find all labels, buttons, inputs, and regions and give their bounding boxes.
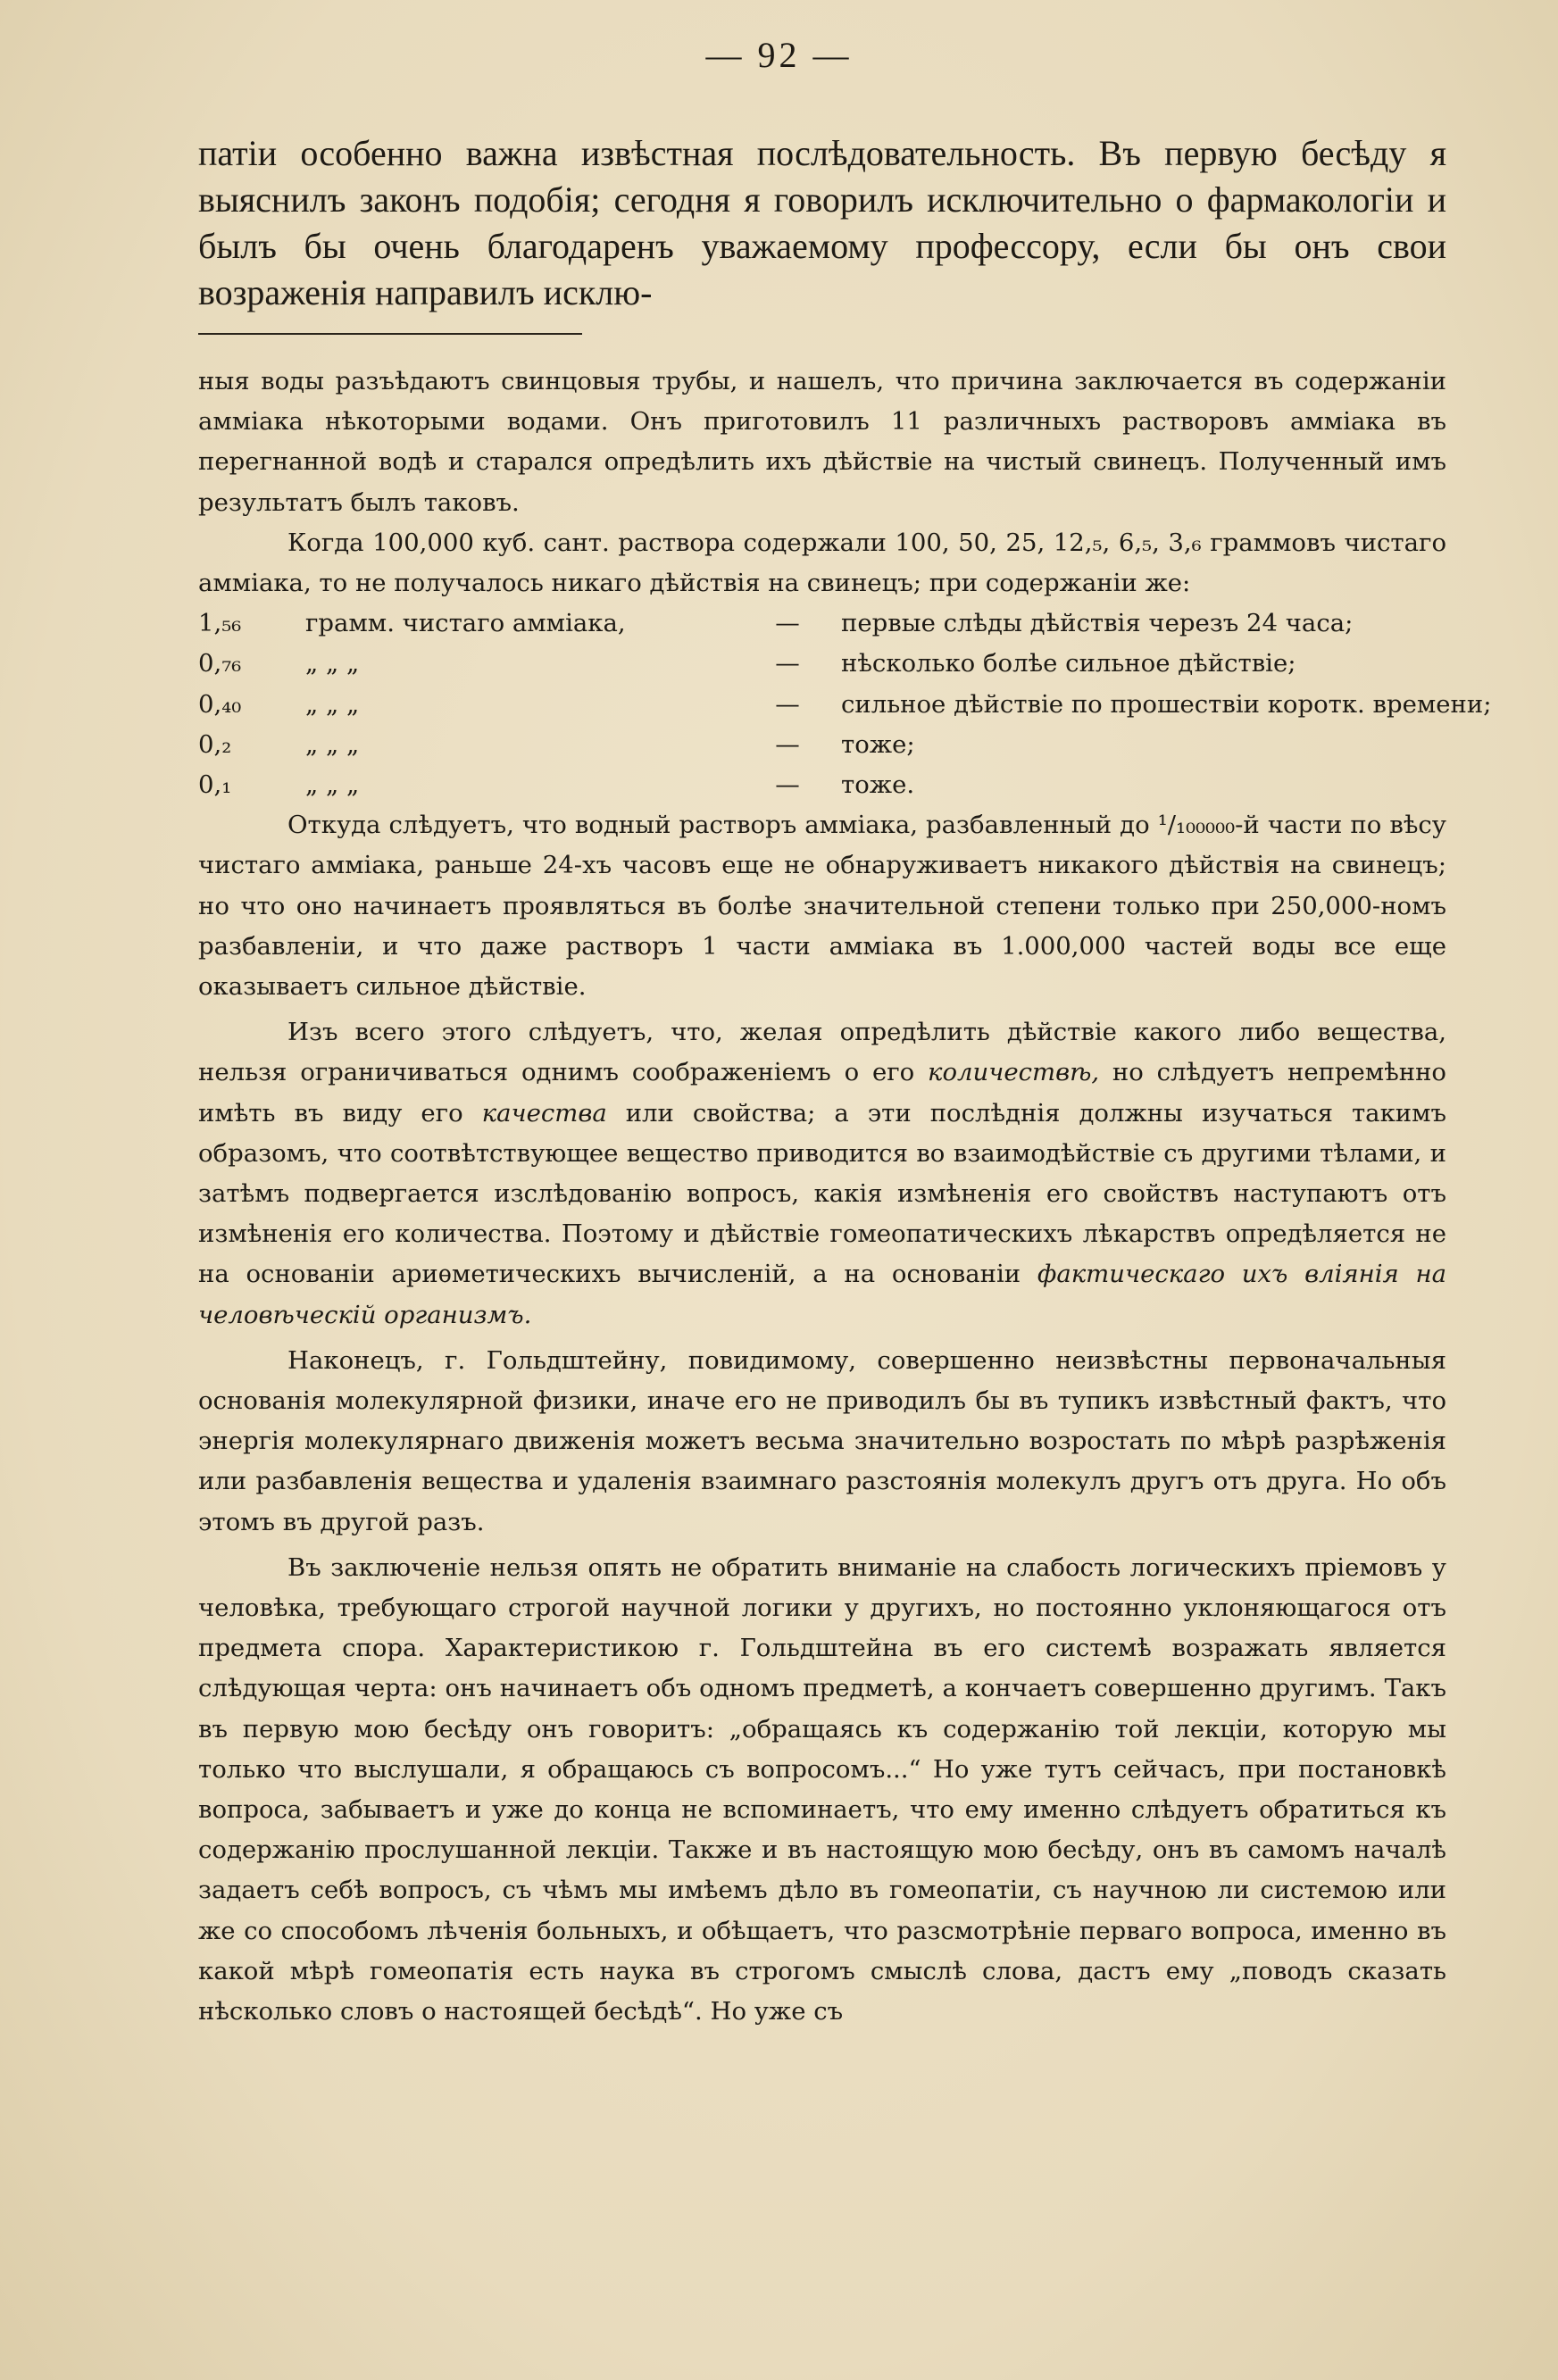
dash-cell: — (775, 770, 800, 799)
footnote-divider (198, 333, 582, 335)
amount-cell: 0,₁ (198, 770, 232, 799)
footnote-paragraph-4: Въ заключеніе нельзя опять не обратить вниманіе на слабость логическихъ пріемовъ у человѣка, требующаго строгой научной логики у другихъ, но постоянно уклоняющагося отъ предмета спора. Характеристикою г. Гольдштейна въ его системѣ возражать является слѣдующая черта: онъ начинаетъ объ одномъ предметѣ, а кончаетъ совершенно другимъ. Такъ въ первую мою бесѣду онъ говоритъ: „обращаясь къ содержанію той лекціи, которую мы только что выслушали, я обращаюсь съ вопросомъ...“ Но уже тутъ сейчасъ, при постановкѣ вопроса, забываетъ и уже до конца не вспоминаетъ, что ему именно слѣдуетъ обратиться къ содержанію прослушанной лекціи. Также и въ настоящую мою бесѣду, онъ въ самомъ началѣ задаетъ себѣ вопросъ, съ чѣмъ мы имѣемъ дѣло въ гомеопатіи, съ научною ли системою или же со способомъ лѣченія больныхъ, и обѣщаетъ, что разсмотрѣніе перваго вопроса, именно въ какой мѣрѣ гомеопатія есть наука въ строгомъ смыслѣ слова, дастъ ему „поводъ сказать нѣсколько словъ о настоящей бесѣдѣ“. Но уже съ (198, 1552, 1446, 2026)
table-row (198, 765, 1446, 805)
table-row (198, 644, 1446, 684)
dash-cell: — (775, 609, 800, 638)
text-run: или свойства; а эти послѣднія должны изучаться такимъ образомъ, что соотвѣтствующее вещество приводится во взаимодѣйствіе съ другими тѣлами, и затѣмъ подвергается изслѣдованію вопросъ, какія измѣненія его свойствъ наступаютъ отъ измѣненія его количества. Поэтому и дѣйствіе гомеопатическихъ лѣкарствъ опредѣляется не на основаніи ариѳметическихъ вычисленій, а на основаніи (198, 1098, 1446, 1289)
text-run: но слѣдуетъ непремѣнно имѣть въ виду его (198, 1058, 1446, 1128)
effect-cell: нѣсколько болѣе сильное дѣйствіе; (841, 649, 1296, 678)
footnote-paragraph-3: Наконецъ, г. Гольдштейну, повидимому, совершенно неизвѣстны первоначальныя основанія молекулярной физики, иначе его не приводилъ бы въ тупикъ извѣстный фактъ, что энергія молекулярнаго движенія можетъ весьма значительно возростать по мѣрѣ разрѣженія или разбавленія вещества и удаленія взаимнаго разстоянія молекулъ другъ отъ друга. Но объ этомъ въ другой разъ. (198, 1345, 1446, 1536)
page-number: — 92 — (705, 35, 853, 75)
unit-cell: грамм. чистаго амміака, (305, 609, 626, 638)
footnote-intro: ныя воды разъѣдаютъ свинцовыя трубы, и нашелъ, что причина заключается въ содержаніи амміака нѣкоторыми водами. Онъ приготовилъ 11 различныхъ растворовъ амміака въ перегнанной водѣ и старался опредѣлить ихъ дѣйствіе на чистый свинецъ. Полученный имъ результатъ былъ таковъ. (198, 367, 1446, 517)
italic-emphasis: качества (481, 1098, 607, 1128)
amount-cell: 0,₂ (198, 729, 232, 759)
effect-cell: тоже; (841, 729, 915, 759)
ditto-cell: „ „ „ (305, 729, 360, 759)
dash-cell: — (775, 689, 800, 719)
effect-cell: сильное дѣйствіе по прошествіи коротк. времени; (841, 689, 1492, 719)
table-row (198, 725, 1446, 765)
amount-cell: 1,₅₆ (198, 609, 242, 638)
ditto-cell: „ „ „ (305, 770, 360, 799)
amount-cell: 0,₄₀ (198, 689, 242, 719)
table-row (198, 603, 1446, 644)
footnote-conclusion: Откуда слѣдуетъ, что водный растворъ амміака, разбавленный до ¹/₁₀₀₀₀₀-й части по вѣсу чистаго амміака, раньше 24-хъ часовъ еще не обнаруживаетъ никакого дѣйствія на свинецъ; но что оно начинаетъ проявляться въ болѣе значительной степени только при 250,000-номъ разбавленіи, и что даже растворъ 1 части амміака въ 1.000,000 частей воды все еще оказываетъ сильное дѣйствіе. (198, 811, 1446, 1001)
ditto-cell: „ „ „ (305, 689, 360, 719)
italic-emphasis: фактическаго ихъ вліянія на человѣческій организмъ. (198, 1260, 1447, 1329)
table-row (198, 685, 1492, 725)
footnote-conditions: Когда 100,000 куб. сант. раствора содержали 100, 50, 25, 12,₅, 6,₅, 3,₆ граммовъ чистаго амміака, то не получалось никаго дѣйствія на свинецъ; при содержаніи же: (198, 528, 1446, 598)
amount-cell: 0,₇₆ (198, 649, 242, 678)
main-text (198, 130, 1446, 316)
ammonia-results-table (198, 603, 1492, 805)
footnote (198, 362, 1492, 2032)
ditto-cell: „ „ „ (305, 649, 360, 678)
italic-emphasis: количествѣ, (928, 1058, 1100, 1087)
text-run: Изъ всего этого слѣдуетъ, что, желая опредѣлить дѣйствіе какого либо вещества, нельзя ограничиваться однимъ соображеніемъ о его (198, 1018, 1446, 1087)
main-paragraph: патіи особенно важна извѣстная послѣдовательность. Въ первую бесѣду я выяснилъ законъ подобія; сегодня я говорилъ исключительно о фармакологіи и былъ бы очень благодаренъ уважаемому профессору, если бы онъ свои возраженія направилъ исклю- (198, 133, 1446, 312)
dash-cell: — (775, 649, 800, 678)
effect-cell: первые слѣды дѣйствія черезъ 24 часа; (841, 609, 1354, 638)
effect-cell: тоже. (841, 770, 915, 799)
dash-cell: — (775, 729, 800, 759)
footnote-paragraph-2 (198, 1012, 1446, 1336)
